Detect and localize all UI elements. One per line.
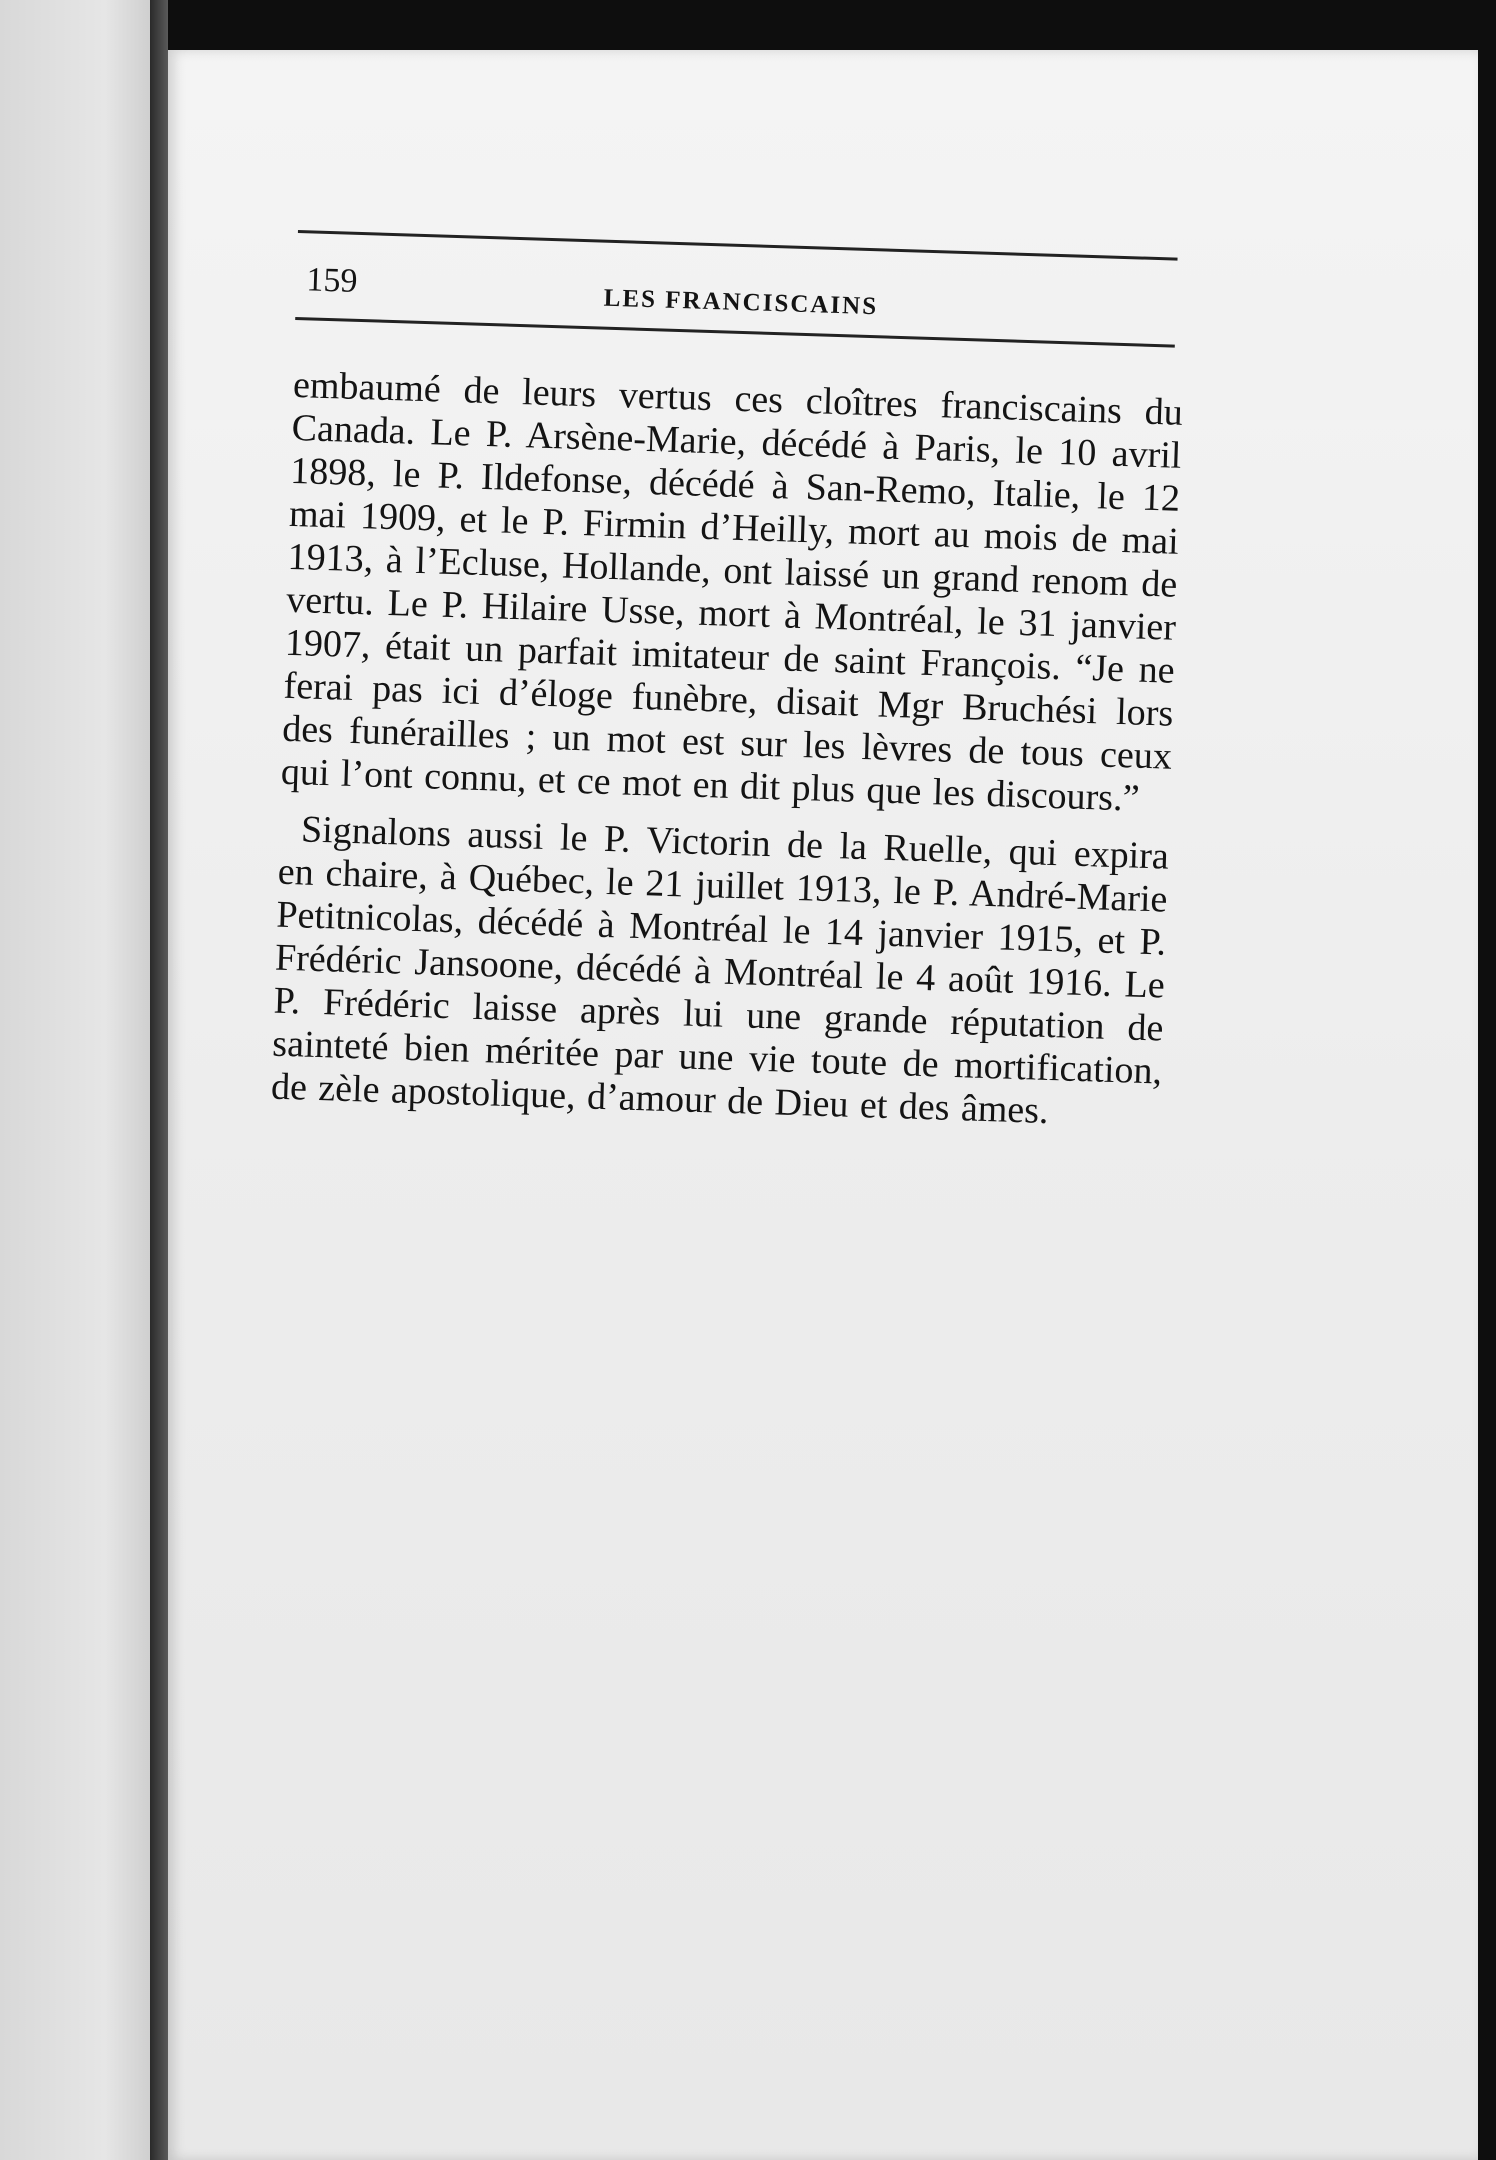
page-number: 159 [305,261,358,300]
body-text [270,364,1183,1137]
page-content [270,230,1188,1151]
page-header [295,233,1187,345]
book-page [168,50,1478,2160]
book-gutter [150,0,168,2160]
running-head: LES FRANCISCAINS [603,284,879,321]
paragraph: embaumé de leurs vertus ces cloîtres franciscains du Canada. Le P. Arsène-Marie, décédé à Paris, le 10 avril 1898, le P. Ildefonse, décédé à San-Remo, Italie, le 12 mai 1909, et le P. Firmin d’Heilly, mort au mois de mai 1913, à l’Ecluse, Hollande, ont laissé un grand renom de vertu. Le P. Hilaire Usse, mort à Montréal, le 31 janvier 1907, était un parfait imitateur de saint François. “Je ne ferai pas ici d’éloge funèbre, disait Mgr Bruchési lors des funérailles ; un mot est sur les lèvres de tous ceux qui l’ont connu, et ce mot en dit plus que les discours.” [280,363,1184,820]
previous-page-edge [0,0,150,2160]
paragraph: Signalons aussi le P. Victorin de la Ruelle, qui expira en chaire, à Québec, le 21 juillet 1913, le P. André-Marie Petitnicolas, décédé à Montréal le 14 janvier 1915, et P. Frédéric Jansoone, décédé à Montréal le 4 août 1916. Le P. Frédéric laisse après lui une grande réputation de sainteté bien méritée par une vie toute de mortification, de zèle apostolique, d’amour de Dieu et des âmes. [270,808,1170,1132]
